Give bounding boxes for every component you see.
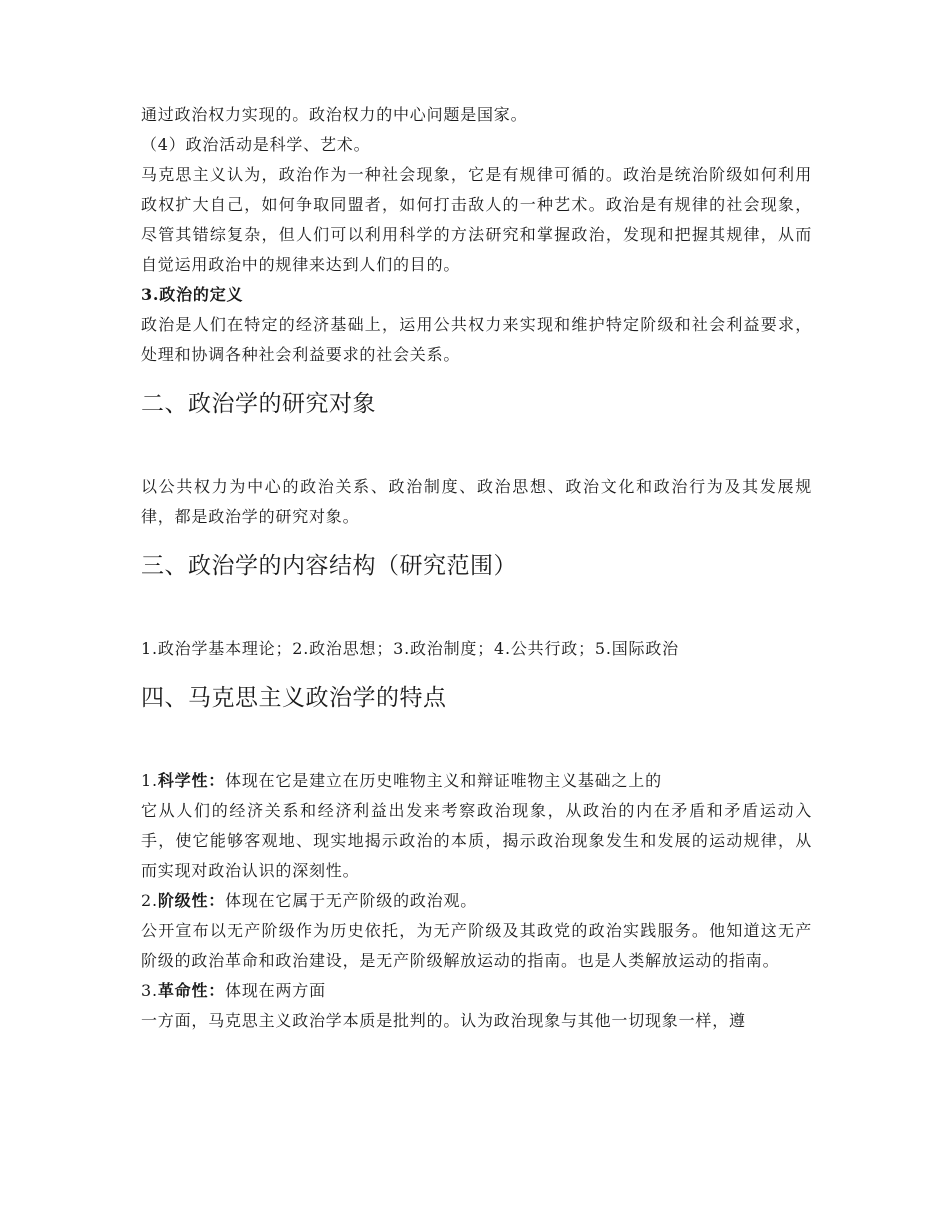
feature-3-text: 体现在两方面 <box>225 981 326 1000</box>
heading-marxist-features: 四、马克思主义政治学的特点 <box>141 685 447 711</box>
paragraph-top-3: 马克思主义认为，政治作为一种社会现象，它是有规律可循的。政治是统治阶级如何利用政权扩大自己，如何争取同盟者，如何打击敌人的一种艺术。政治是有规律的社会现象，尽管其错综复杂，但人们可以利用科学的方法研究和掌握政治，发现和把握其规律，从而自觉运用政治中的规律来达到人们的目的。 <box>141 165 812 274</box>
feature-3-description: 一方面，马克思主义政治学本质是批判的。认为政治现象与其他一切现象一样，遵 <box>141 1011 746 1030</box>
feature-1-text: 体现在它是建立在历史唯物主义和辩证唯物主义基础之上的 <box>225 771 662 790</box>
spacer <box>141 586 812 634</box>
paragraph-top-2: （4）政治活动是科学、艺术。 <box>141 135 371 154</box>
heading-research-object: 二、政治学的研究对象 <box>141 391 376 417</box>
feature-1-description: 它从人们的经济关系和经济利益出发来考察政治现象，从政治的内在矛盾和矛盾运动入手，使它能够客观地、现实地揭示政治的本质，揭示政治现象发生和发展的运动规律，从而实现对政治认识的深刻性。 <box>141 801 812 880</box>
paragraph-research-object: 以公共权力为中心的政治关系、政治制度、政治思想、政治文化和政治行为及其发展规律，都是政治学的研究对象。 <box>141 477 812 526</box>
feature-2-text: 体现在它属于无产阶级的政治观。 <box>225 891 478 910</box>
spacer <box>141 718 812 766</box>
feature-3-line <box>141 976 812 1006</box>
feature-3-label: 革命性： <box>157 981 226 1000</box>
feature-2-label: 阶级性： <box>157 891 226 910</box>
feature-2-description: 公开宣布以无产阶级作为历史依托，为无产阶级及其政党的政治实践服务。他知道这无产阶级的政治革命和政治建设，是无产阶级解放运动的指南。也是人类解放运动的指南。 <box>141 921 812 970</box>
feature-3-number: 3. <box>141 981 158 1000</box>
heading-content-structure: 三、政治学的内容结构（研究范围） <box>141 553 517 579</box>
spacer <box>141 424 812 472</box>
feature-2-number: 2. <box>141 891 158 910</box>
feature-1-label: 科学性： <box>157 771 226 790</box>
paragraph-top-1: 通过政治权力实现的。政治权力的中心问题是国家。 <box>141 105 528 124</box>
paragraph-content-structure: 1.政治学基本理论；2.政治思想；3.政治制度；4.公共行政；5.国际政治 <box>141 639 679 658</box>
feature-1-line <box>141 766 812 796</box>
feature-1-number: 1. <box>141 771 158 790</box>
feature-2-line <box>141 886 812 916</box>
subheading-definition: 3.政治的定义 <box>141 285 244 304</box>
paragraph-definition: 政治是人们在特定的经济基础上，运用公共权力来实现和维护特定阶级和社会利益要求，处理和协调各种社会利益要求的社会关系。 <box>141 315 812 364</box>
